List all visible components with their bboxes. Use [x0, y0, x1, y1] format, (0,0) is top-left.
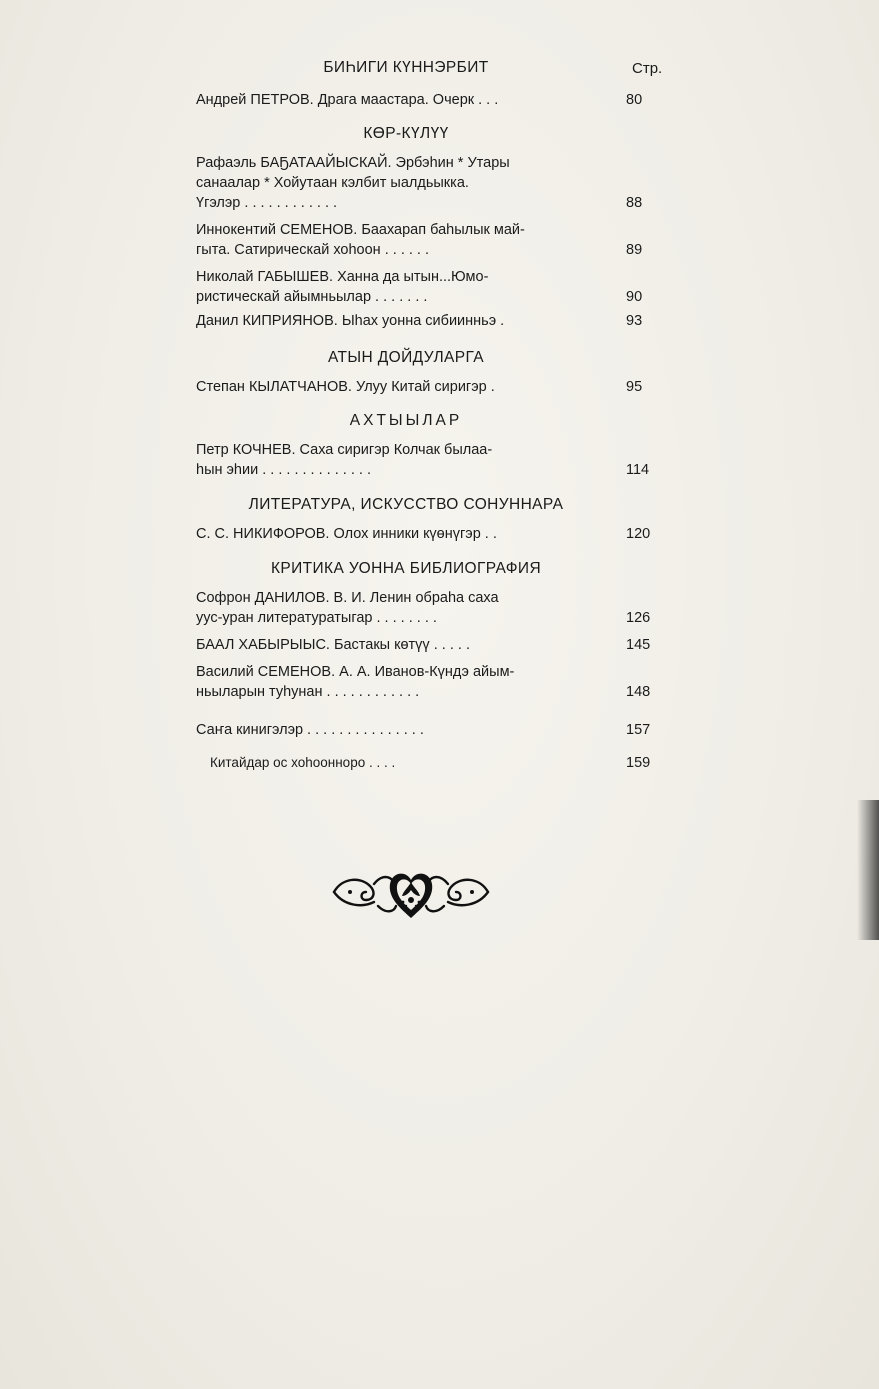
entry-line: Китайдар ос хоһооннорo . . . . — [210, 755, 396, 770]
toc-entry — [196, 753, 651, 773]
entry-page: 159 — [626, 755, 651, 771]
toc-entry — [196, 440, 650, 480]
entry-line: санаалар * Хойутаан кэлбит ыалдьыкка. — [196, 175, 469, 191]
entry-line: С. С. НИКИФОРОВ. Олох инники күөнүгэр . . — [196, 526, 497, 542]
entry-line: һын эһии . . . . . . . . . . . . . . — [196, 462, 371, 478]
entry-line: Петр КОЧНЕВ. Саха сиригэр Колчак былаа- — [196, 442, 493, 458]
table-of-contents — [196, 56, 656, 773]
entry-line: Степан КЫЛАТЧАНОВ. Улуу Китай сиригэр . — [196, 379, 495, 395]
entry-line: Данил КИПРИЯНОВ. Ыһах уонна сибиинньэ . — [196, 313, 505, 329]
entry-page: 89 — [626, 242, 643, 258]
entry-line: БААЛ ХАБЫРЫЫС. Бастакы көтүү . . . . . — [196, 637, 470, 653]
entry-line: Үгэлэр . . . . . . . . . . . . — [196, 195, 338, 211]
section-title: АТЫН ДОЙДУЛАРГА — [327, 349, 485, 366]
entry-page: 88 — [626, 195, 643, 211]
entry-page: 126 — [626, 610, 651, 626]
entry-line: Андрей ПЕТРОВ. Драга маастара. Очерк . . . — [196, 92, 499, 108]
page-column-label: Стр. — [632, 60, 663, 77]
entry-line: Василий СЕМЕНОВ. А. А. Иванов-Күндэ айым- — [196, 664, 515, 680]
entry-line: Иннокентий СЕМЕНОВ. Баахарап баһылык май- — [196, 222, 525, 238]
entry-line: гыта. Сатирическай хоһоон . . . . . . — [196, 242, 430, 258]
entry-page: 93 — [626, 313, 643, 329]
entry-line: уус-уран литературатыгар . . . . . . . . — [196, 610, 437, 626]
entry-line: ньыларын туһунан . . . . . . . . . . . . — [196, 684, 420, 700]
section-title: КӨР-КҮЛҮҮ — [363, 125, 449, 142]
toc-entry — [196, 90, 643, 110]
entry-page: 80 — [626, 92, 643, 108]
entry-line: ристическай айымньылар . . . . . . . — [196, 289, 428, 305]
entry-page: 148 — [626, 684, 651, 700]
toc-entry — [196, 588, 651, 628]
entry-line: Николай ГАБЫШЕВ. Ханна да ытын...Юмо- — [196, 269, 489, 285]
decorative-ornament-icon — [330, 862, 492, 922]
toc-entry — [196, 311, 643, 331]
entry-page: 120 — [626, 526, 651, 542]
section-title: АХТЫЫЛАР — [349, 412, 463, 429]
entry-page: 145 — [626, 637, 651, 653]
page-edge-stain — [857, 800, 879, 940]
toc-entry — [196, 377, 643, 397]
toc-entry — [196, 220, 643, 260]
entry-page: 90 — [626, 289, 643, 305]
toc-entry — [196, 267, 643, 307]
section-title: КРИТИКА УОННА БИБЛИОГРАФИЯ — [270, 560, 542, 577]
entry-page: 114 — [626, 462, 650, 478]
toc-entry — [196, 635, 651, 655]
section-title: ЛИТЕРАТУРА, ИСКУССТВО СОНУННАРА — [248, 496, 564, 513]
toc-entry — [196, 153, 643, 213]
entry-page: 157 — [626, 722, 651, 738]
entry-line: Саҥа кинигэлэр . . . . . . . . . . . . . . . — [196, 722, 424, 738]
entry-line: Рафаэль БАҔАТААЙЫСКАЙ. Эрбэһин * Утары — [196, 155, 510, 171]
entry-page: 95 — [626, 379, 643, 395]
entry-line: Софрон ДАНИЛОВ. В. И. Ленин обраһа саха — [196, 590, 499, 606]
toc-entry — [196, 662, 651, 702]
toc-entry — [196, 720, 651, 740]
toc-entry — [196, 524, 651, 544]
section-title: БИҺИГИ КҮННЭРБИТ — [323, 59, 489, 76]
